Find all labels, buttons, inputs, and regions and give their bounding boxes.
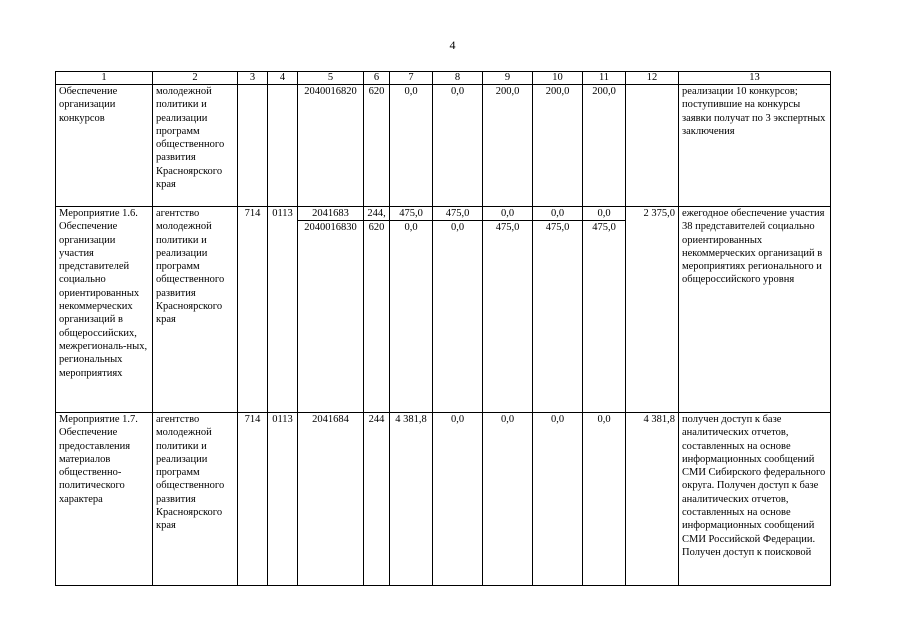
value: 475,0 [545,222,570,234]
grbs-code: 714 [238,413,268,586]
value-cell [533,207,583,413]
col-header: 1 [56,72,153,85]
col-header: 4 [268,72,298,85]
expected-result: получен доступ к базе аналитических отчетов, составленных на основе информационных сообщений СМИ Сибирского федерального округа. Получен доступ к базе аналитических отчетов, составленных на основе информационных сообщений СМИ Российской Федерации. Получен доступ к поисковой [679,413,831,586]
activity-name: Обеспечение организации конкурсов [56,85,153,207]
value-cell [583,207,626,413]
value-cell [483,85,533,207]
value: 475,0 [592,222,616,234]
value: 0,0 [483,207,532,221]
col-header: 13 [679,72,831,85]
total-value [626,85,679,207]
expense-type-cell [364,413,390,586]
target-article-cell [298,413,364,586]
col-header: 7 [390,72,433,85]
value-cell [433,413,483,586]
col-header: 8 [433,72,483,85]
expense-type-cell [364,85,390,207]
value: 0,0 [597,414,611,425]
col-header: 10 [533,72,583,85]
target-article: 2040016830 [304,222,357,234]
col-header: 9 [483,72,533,85]
section-code [268,85,298,207]
value: 475,0 [495,222,520,234]
expected-result: ежегодное обеспечение участия 38 представителей социально ориентированных некоммерческих организаций в мероприятиях регионального и общероссийского уровня [679,207,831,413]
grbs-code: 714 [238,207,268,413]
value: 0,0 [404,222,418,234]
value-cell [390,413,433,586]
col-header: 11 [583,72,626,85]
table-row [56,207,831,413]
value-cell [533,85,583,207]
value: 0,0 [533,207,582,221]
col-header: 6 [364,72,390,85]
value-cell [583,85,626,207]
value: 0,0 [583,207,625,221]
expense-type: 620 [368,86,385,97]
value-cell [433,207,483,413]
responsible-agency: агентство молодежной политики и реализации программ общественного развития Красноярского края [153,207,238,413]
value: 0,0 [500,414,515,425]
page-number: 4 [449,38,456,52]
value-cell [533,413,583,586]
total-value: 2 375,0 [626,207,679,413]
value: 475,0 [433,207,482,221]
value-cell [483,413,533,586]
value: 200,0 [545,86,570,97]
value-cell [390,207,433,413]
expected-result: реализации 10 конкурсов; поступившие на конкурсы заявки получат по 3 экспертных заключения [679,85,831,207]
expense-type: 244 [368,414,385,425]
value: 200,0 [495,86,520,97]
value-cell [433,85,483,207]
value: 200,0 [592,86,616,97]
responsible-agency: молодежной политики и реализации программ общественного развития Красноярского края [153,85,238,207]
value: 4 381,8 [395,414,427,425]
value: 475,0 [390,207,432,221]
grbs-code [238,85,268,207]
col-header: 5 [298,72,364,85]
value: 0,0 [450,414,465,425]
activity-name: Мероприятие 1.6. Обеспечение организации участия представителей социально ориентированных некоммерческих организаций в общероссийских, межрегиональ-ных, региональных мероприятиях [56,207,153,413]
target-article: 2041683 [298,207,363,221]
total-value: 4 381,8 [626,413,679,586]
value: 0,0 [550,414,565,425]
target-article-cell [298,85,364,207]
value-cell [390,85,433,207]
table-row [56,85,831,207]
value: 0,0 [450,222,465,234]
col-header: 3 [238,72,268,85]
value-cell [583,413,626,586]
target-article-cell [298,207,364,413]
program-activities-table [55,71,831,586]
section-code: 0113 [268,207,298,413]
table-header-row [56,72,831,85]
target-article: 2040016820 [304,86,357,97]
activity-name: Мероприятие 1.7. Обеспечение предоставления материалов общественно-политического характера [56,413,153,586]
target-article: 2041684 [312,414,349,425]
value: 0,0 [404,86,418,97]
section-code: 0113 [268,413,298,586]
expense-type: 244, [364,207,389,221]
responsible-agency: агентство молодежной политики и реализации программ общественного развития Красноярского края [153,413,238,586]
value: 0,0 [450,86,465,97]
table-row [56,413,831,586]
value-cell [483,207,533,413]
expense-type-cell [364,207,390,413]
col-header: 2 [153,72,238,85]
col-header: 12 [626,72,679,85]
expense-type: 620 [368,222,385,234]
